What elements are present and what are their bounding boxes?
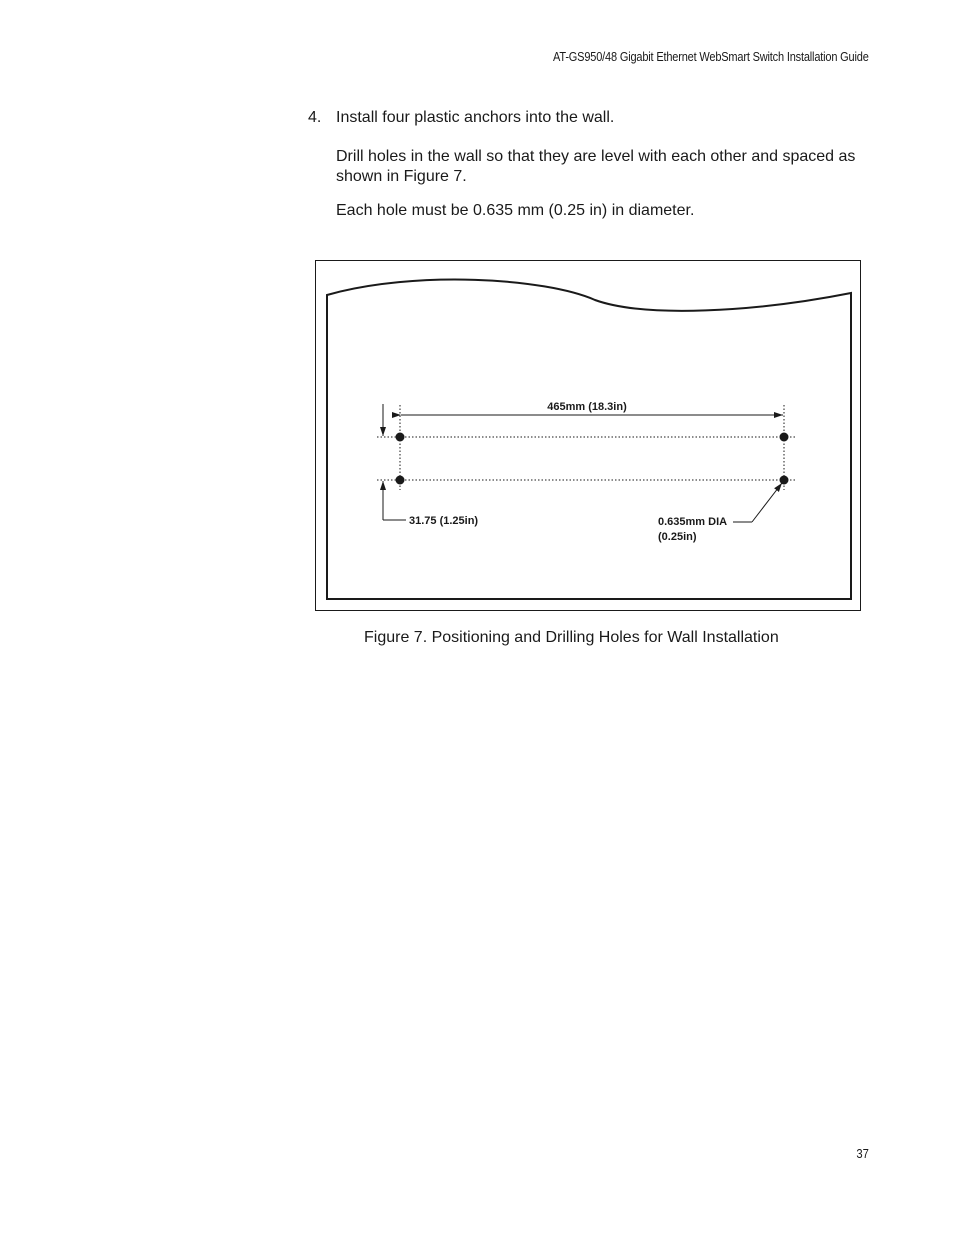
drill-hole-bottom-right xyxy=(780,476,789,485)
running-header: AT-GS950/48 Gigabit Ethernet WebSmart Switch Installation Guide xyxy=(553,50,869,64)
drill-hole-top-left xyxy=(396,433,405,442)
page-number: 37 xyxy=(856,1147,869,1161)
instruction-paragraph-spacing: Drill holes in the wall so that they are level with each other and spaced as shown in Figure 7. xyxy=(336,148,856,185)
diameter-callout-arrow xyxy=(752,483,782,522)
drill-hole-bottom-left xyxy=(396,476,405,485)
drill-hole-top-right xyxy=(780,433,789,442)
horizontal-dimension-label: 465mm (18.3in) xyxy=(547,401,627,413)
diameter-label-line1: 0.635mm DIA xyxy=(658,516,728,528)
wall-outline xyxy=(327,280,851,599)
vertical-dimension-label: 31.75 (1.25in) xyxy=(409,515,479,527)
step-text: Install four plastic anchors into the wall. xyxy=(336,109,615,126)
wall-drilling-diagram xyxy=(315,260,863,613)
instruction-paragraph-diameter: Each hole must be 0.635 mm (0.25 in) in diameter. xyxy=(336,202,695,219)
step-number: 4. xyxy=(308,109,322,126)
figure-caption: Figure 7. Positioning and Drilling Holes for Wall Installation xyxy=(364,629,779,646)
diameter-label-line2: (0.25in) xyxy=(658,531,697,543)
